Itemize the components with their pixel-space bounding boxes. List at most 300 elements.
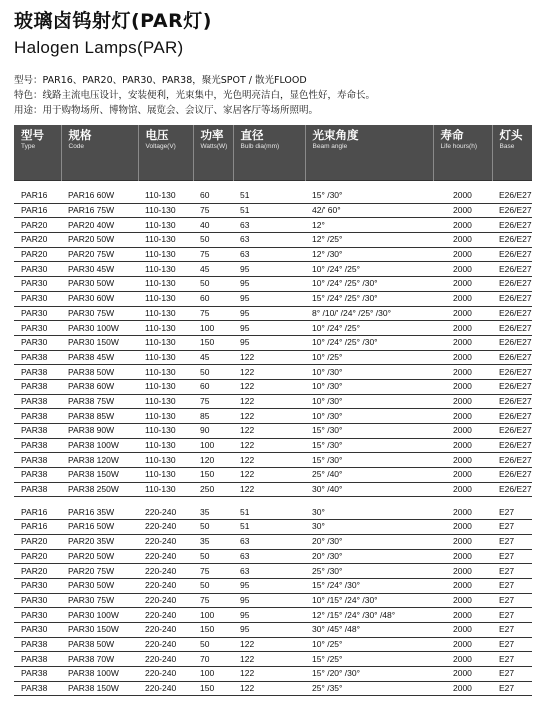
cell-voltage: 110-130 [138, 482, 193, 497]
cell-voltage: 110-130 [138, 350, 193, 365]
cell-life-hours: 2000 [433, 203, 492, 218]
cell-life-hours: 2000 [433, 277, 492, 292]
cell-voltage: 110-130 [138, 453, 193, 468]
cell-beam-angle: 12° /25° [305, 233, 433, 248]
header-code [61, 125, 138, 181]
cell-type: PAR30 [14, 578, 61, 593]
cell-type: PAR20 [14, 564, 61, 579]
cell-code: PAR20 50W [61, 549, 138, 564]
cell-life-hours: 2000 [433, 379, 492, 394]
cell-type: PAR16 [14, 203, 61, 218]
cell-voltage: 220-240 [138, 652, 193, 667]
cell-beam-angle: 15° /20° /30° [305, 667, 433, 682]
header-beam-angle-en: Beam angle [312, 143, 348, 150]
cell-code: PAR20 75W [61, 564, 138, 579]
cell-life-hours: 2000 [433, 505, 492, 519]
cell-code: PAR30 100W [61, 608, 138, 623]
cell-beam-angle: 10° /25° [305, 637, 433, 652]
cell-watts: 75 [193, 306, 233, 321]
cell-watts: 40 [193, 218, 233, 233]
cell-watts: 150 [193, 622, 233, 637]
cell-type: PAR38 [14, 637, 61, 652]
table-row [14, 637, 532, 652]
cell-life-hours: 2000 [433, 637, 492, 652]
cell-base: E27 [492, 608, 532, 623]
table-row [14, 247, 532, 262]
header-bulb-dia [233, 125, 305, 181]
cell-base: E27 [492, 652, 532, 667]
cell-beam-angle: 20° /30° [305, 549, 433, 564]
cell-code: PAR38 75W [61, 394, 138, 409]
page-title: 玻璃卤钨射灯(PAR灯) [14, 10, 212, 32]
cell-code: PAR38 90W [61, 424, 138, 439]
cell-beam-angle: 30° [305, 520, 433, 535]
cell-voltage: 110-130 [138, 306, 193, 321]
cell-type: PAR38 [14, 453, 61, 468]
cell-life-hours: 2000 [433, 335, 492, 350]
header-life-hours-en: Life hours(h) [440, 143, 477, 150]
cell-voltage: 220-240 [138, 534, 193, 549]
table-row [14, 438, 532, 453]
cell-bulb-dia: 63 [233, 247, 305, 262]
cell-watts: 150 [193, 681, 233, 696]
cell-type: PAR38 [14, 379, 61, 394]
cell-watts: 60 [193, 189, 233, 203]
header-code-cn: 规格 [68, 128, 92, 142]
header-beam-angle-cn: 光束角度 [312, 128, 359, 142]
cell-voltage: 110-130 [138, 468, 193, 483]
cell-bulb-dia: 122 [233, 350, 305, 365]
cell-voltage: 110-130 [138, 321, 193, 336]
cell-life-hours: 2000 [433, 365, 492, 380]
cell-code: PAR30 100W [61, 321, 138, 336]
cell-bulb-dia: 122 [233, 468, 305, 483]
cell-beam-angle: 15° /24° /25° /30° [305, 291, 433, 306]
table-group-220v [14, 497, 532, 696]
cell-watts: 50 [193, 233, 233, 248]
cell-base: E26/E27 [492, 218, 532, 233]
cell-life-hours: 2000 [433, 424, 492, 439]
cell-code: PAR20 35W [61, 534, 138, 549]
cell-bulb-dia: 122 [233, 424, 305, 439]
cell-watts: 150 [193, 468, 233, 483]
cell-voltage: 110-130 [138, 365, 193, 380]
cell-life-hours: 2000 [433, 409, 492, 424]
cell-code: PAR38 70W [61, 652, 138, 667]
table-row [14, 203, 532, 218]
cell-watts: 70 [193, 652, 233, 667]
table-row [14, 262, 532, 277]
cell-watts: 250 [193, 482, 233, 497]
cell-watts: 45 [193, 350, 233, 365]
cell-code: PAR38 100W [61, 438, 138, 453]
header-watts-cn: 功率 [200, 128, 224, 142]
cell-base: E27 [492, 593, 532, 608]
cell-beam-angle: 15° /24° /30° [305, 578, 433, 593]
cell-type: PAR30 [14, 306, 61, 321]
table-row [14, 564, 532, 579]
table-row [14, 365, 532, 380]
cell-base: E27 [492, 637, 532, 652]
cell-type: PAR38 [14, 438, 61, 453]
cell-watts: 50 [193, 520, 233, 535]
cell-type: PAR38 [14, 350, 61, 365]
cell-code: PAR20 75W [61, 247, 138, 262]
table-row [14, 482, 532, 497]
cell-voltage: 110-130 [138, 262, 193, 277]
cell-base: E26/E27 [492, 321, 532, 336]
cell-life-hours: 2000 [433, 608, 492, 623]
table-row [14, 306, 532, 321]
cell-code: PAR38 100W [61, 667, 138, 682]
cell-type: PAR30 [14, 622, 61, 637]
cell-beam-angle: 25° /30° [305, 564, 433, 579]
cell-voltage: 220-240 [138, 520, 193, 535]
cell-type: PAR20 [14, 247, 61, 262]
cell-type: PAR20 [14, 549, 61, 564]
cell-voltage: 110-130 [138, 218, 193, 233]
header-type [14, 125, 61, 181]
cell-watts: 75 [193, 203, 233, 218]
cell-voltage: 110-130 [138, 203, 193, 218]
cell-beam-angle: 15° /30° [305, 453, 433, 468]
cell-type: PAR30 [14, 321, 61, 336]
cell-code: PAR16 60W [61, 189, 138, 203]
info-features: 特色：线路主流电压设计，安装便利，光束集中，光色明亮洁白，显色性好，寿命长。 [14, 90, 376, 101]
cell-beam-angle: 10° /25° [305, 350, 433, 365]
cell-base: E26/E27 [492, 424, 532, 439]
cell-beam-angle: 25° /40° [305, 468, 433, 483]
cell-watts: 60 [193, 291, 233, 306]
cell-life-hours: 2000 [433, 622, 492, 637]
cell-type: PAR38 [14, 409, 61, 424]
cell-watts: 100 [193, 667, 233, 682]
cell-beam-angle: 12° /30° [305, 247, 433, 262]
cell-code: PAR30 150W [61, 335, 138, 350]
cell-bulb-dia: 95 [233, 291, 305, 306]
cell-bulb-dia: 95 [233, 578, 305, 593]
table-row [14, 350, 532, 365]
cell-bulb-dia: 95 [233, 622, 305, 637]
cell-bulb-dia: 63 [233, 233, 305, 248]
cell-code: PAR38 250W [61, 482, 138, 497]
cell-watts: 35 [193, 534, 233, 549]
cell-code: PAR30 75W [61, 306, 138, 321]
cell-voltage: 110-130 [138, 233, 193, 248]
cell-life-hours: 2000 [433, 438, 492, 453]
cell-base: E26/E27 [492, 291, 532, 306]
cell-bulb-dia: 122 [233, 394, 305, 409]
cell-base: E27 [492, 520, 532, 535]
cell-bulb-dia: 122 [233, 652, 305, 667]
header-bulb-dia-cn: 直径 [240, 128, 264, 142]
cell-watts: 60 [193, 379, 233, 394]
cell-base: E26/E27 [492, 453, 532, 468]
cell-base: E26/E27 [492, 409, 532, 424]
table-row [14, 409, 532, 424]
cell-code: PAR38 45W [61, 350, 138, 365]
table-row [14, 291, 532, 306]
cell-life-hours: 2000 [433, 306, 492, 321]
info-uses: 用途：用于购物场所、博物馆、展览会、会议厅、家居客厅等场所照明。 [14, 105, 319, 116]
cell-type: PAR30 [14, 291, 61, 306]
header-voltage-en: Voltage(V) [145, 143, 176, 150]
page-subtitle: Halogen Lamps(PAR) [14, 38, 184, 57]
cell-voltage: 110-130 [138, 189, 193, 203]
header-voltage [138, 125, 193, 181]
cell-voltage: 110-130 [138, 438, 193, 453]
cell-voltage: 220-240 [138, 667, 193, 682]
cell-type: PAR16 [14, 505, 61, 519]
table-header-row [14, 125, 532, 181]
cell-code: PAR38 50W [61, 365, 138, 380]
cell-bulb-dia: 122 [233, 409, 305, 424]
cell-base: E26/E27 [492, 247, 532, 262]
spec-table [14, 125, 532, 696]
cell-code: PAR30 75W [61, 593, 138, 608]
cell-bulb-dia: 95 [233, 277, 305, 292]
cell-type: PAR30 [14, 608, 61, 623]
cell-voltage: 220-240 [138, 608, 193, 623]
table-row [14, 652, 532, 667]
cell-code: PAR30 50W [61, 578, 138, 593]
cell-watts: 100 [193, 321, 233, 336]
cell-base: E27 [492, 564, 532, 579]
cell-base: E26/E27 [492, 262, 532, 277]
cell-type: PAR38 [14, 667, 61, 682]
cell-bulb-dia: 95 [233, 335, 305, 350]
cell-watts: 50 [193, 637, 233, 652]
header-type-cn: 型号 [21, 128, 44, 142]
cell-voltage: 110-130 [138, 247, 193, 262]
cell-code: PAR38 150W [61, 468, 138, 483]
cell-life-hours: 2000 [433, 247, 492, 262]
table-row [14, 608, 532, 623]
table-row [14, 277, 532, 292]
cell-bulb-dia: 51 [233, 505, 305, 519]
cell-voltage: 220-240 [138, 622, 193, 637]
cell-beam-angle: 10° /24° /25° /30° [305, 335, 433, 350]
cell-bulb-dia: 122 [233, 681, 305, 696]
cell-life-hours: 2000 [433, 468, 492, 483]
cell-code: PAR30 60W [61, 291, 138, 306]
cell-beam-angle: 30° /45° /48° [305, 622, 433, 637]
cell-code: PAR30 50W [61, 277, 138, 292]
cell-life-hours: 2000 [433, 681, 492, 696]
cell-watts: 50 [193, 365, 233, 380]
spacer-row [14, 181, 532, 190]
cell-watts: 50 [193, 277, 233, 292]
cell-beam-angle: 12° /15° /24° /30° /48° [305, 608, 433, 623]
cell-voltage: 110-130 [138, 424, 193, 439]
table-row [14, 534, 532, 549]
cell-beam-angle: 10° /24° /25° [305, 262, 433, 277]
cell-watts: 50 [193, 578, 233, 593]
cell-life-hours: 2000 [433, 578, 492, 593]
cell-life-hours: 2000 [433, 520, 492, 535]
cell-beam-angle: 30° /40° [305, 482, 433, 497]
cell-base: E27 [492, 681, 532, 696]
table-row [14, 233, 532, 248]
cell-life-hours: 2000 [433, 453, 492, 468]
cell-type: PAR20 [14, 534, 61, 549]
cell-bulb-dia: 63 [233, 218, 305, 233]
cell-voltage: 220-240 [138, 578, 193, 593]
cell-code: PAR16 50W [61, 520, 138, 535]
cell-bulb-dia: 95 [233, 306, 305, 321]
cell-watts: 75 [193, 593, 233, 608]
cell-base: E26/E27 [492, 468, 532, 483]
cell-base: E26/E27 [492, 438, 532, 453]
table-row [14, 379, 532, 394]
cell-bulb-dia: 63 [233, 549, 305, 564]
header-bulb-dia-en: Bulb dia(mm) [240, 143, 280, 150]
cell-type: PAR38 [14, 482, 61, 497]
cell-base: E26/E27 [492, 306, 532, 321]
cell-voltage: 220-240 [138, 637, 193, 652]
cell-watts: 35 [193, 505, 233, 519]
header-code-en: Code [68, 143, 85, 150]
cell-code: PAR38 60W [61, 379, 138, 394]
cell-watts: 85 [193, 409, 233, 424]
cell-voltage: 110-130 [138, 291, 193, 306]
cell-base: E27 [492, 667, 532, 682]
header-voltage-cn: 电压 [145, 128, 169, 142]
cell-voltage: 110-130 [138, 277, 193, 292]
cell-type: PAR38 [14, 394, 61, 409]
cell-watts: 100 [193, 438, 233, 453]
cell-base: E26/E27 [492, 482, 532, 497]
cell-voltage: 110-130 [138, 379, 193, 394]
cell-bulb-dia: 122 [233, 453, 305, 468]
cell-life-hours: 2000 [433, 262, 492, 277]
cell-beam-angle: 25° /35° [305, 681, 433, 696]
table-row [14, 681, 532, 696]
cell-voltage: 110-130 [138, 409, 193, 424]
header-beam-angle [305, 125, 433, 181]
table-row [14, 505, 532, 519]
cell-code: PAR30 45W [61, 262, 138, 277]
cell-type: PAR38 [14, 652, 61, 667]
cell-life-hours: 2000 [433, 564, 492, 579]
cell-beam-angle: 20° /30° [305, 534, 433, 549]
cell-type: PAR30 [14, 335, 61, 350]
cell-bulb-dia: 122 [233, 438, 305, 453]
header-watts-en: Watts(W) [200, 143, 228, 150]
cell-voltage: 220-240 [138, 564, 193, 579]
table-row [14, 453, 532, 468]
cell-voltage: 110-130 [138, 394, 193, 409]
cell-life-hours: 2000 [433, 233, 492, 248]
cell-base: E27 [492, 578, 532, 593]
cell-voltage: 110-130 [138, 335, 193, 350]
table-row [14, 578, 532, 593]
cell-beam-angle: 15° /30° [305, 424, 433, 439]
cell-watts: 150 [193, 335, 233, 350]
cell-base: E27 [492, 549, 532, 564]
cell-base: E26/E27 [492, 233, 532, 248]
cell-life-hours: 2000 [433, 667, 492, 682]
cell-beam-angle: 15° /30° [305, 438, 433, 453]
cell-beam-angle: 10° /24° /25° /30° [305, 277, 433, 292]
cell-watts: 50 [193, 549, 233, 564]
table-row [14, 622, 532, 637]
header-base-cn: 灯头 [499, 128, 523, 142]
table-row [14, 593, 532, 608]
cell-bulb-dia: 63 [233, 534, 305, 549]
header-base-en: Base [499, 143, 515, 150]
cell-type: PAR38 [14, 681, 61, 696]
cell-bulb-dia: 122 [233, 482, 305, 497]
cell-type: PAR20 [14, 218, 61, 233]
cell-beam-angle: 12° [305, 218, 433, 233]
table-row [14, 424, 532, 439]
cell-beam-angle: 8° /10/' /24° /25° /30° [305, 306, 433, 321]
table-row [14, 667, 532, 682]
cell-life-hours: 2000 [433, 189, 492, 203]
cell-type: PAR38 [14, 424, 61, 439]
cell-code: PAR20 40W [61, 218, 138, 233]
cell-voltage: 220-240 [138, 549, 193, 564]
info-models: 型号：PAR16、PAR20、PAR30、PAR38，聚光SPOT / 散光FLOOD [14, 75, 307, 86]
cell-bulb-dia: 95 [233, 321, 305, 336]
cell-type: PAR30 [14, 593, 61, 608]
cell-code: PAR38 120W [61, 453, 138, 468]
cell-code: PAR38 85W [61, 409, 138, 424]
table-row [14, 394, 532, 409]
cell-code: PAR16 75W [61, 203, 138, 218]
cell-type: PAR38 [14, 365, 61, 380]
cell-base: E27 [492, 505, 532, 519]
cell-life-hours: 2000 [433, 652, 492, 667]
cell-beam-angle: 10° /30° [305, 394, 433, 409]
cell-base: E27 [492, 622, 532, 637]
cell-type: PAR16 [14, 520, 61, 535]
cell-base: E26/E27 [492, 350, 532, 365]
cell-beam-angle: 10° /24° /25° [305, 321, 433, 336]
cell-beam-angle: 42/' 60° [305, 203, 433, 218]
cell-code: PAR30 150W [61, 622, 138, 637]
cell-life-hours: 2000 [433, 321, 492, 336]
table-row [14, 321, 532, 336]
cell-beam-angle: 10° /30° [305, 379, 433, 394]
cell-watts: 75 [193, 394, 233, 409]
header-base [492, 125, 532, 181]
cell-watts: 75 [193, 247, 233, 262]
spacer-row [14, 497, 532, 506]
cell-life-hours: 2000 [433, 482, 492, 497]
cell-type: PAR38 [14, 468, 61, 483]
cell-base: E26/E27 [492, 189, 532, 203]
cell-watts: 75 [193, 564, 233, 579]
cell-base: E26/E27 [492, 203, 532, 218]
cell-life-hours: 2000 [433, 534, 492, 549]
cell-bulb-dia: 51 [233, 203, 305, 218]
cell-bulb-dia: 63 [233, 564, 305, 579]
table-row [14, 189, 532, 203]
cell-base: E26/E27 [492, 335, 532, 350]
table-row [14, 520, 532, 535]
cell-life-hours: 2000 [433, 218, 492, 233]
cell-base: E26/E27 [492, 277, 532, 292]
cell-life-hours: 2000 [433, 291, 492, 306]
table-row [14, 468, 532, 483]
header-life-hours [433, 125, 492, 181]
cell-beam-angle: 30° [305, 505, 433, 519]
cell-bulb-dia: 95 [233, 593, 305, 608]
cell-watts: 120 [193, 453, 233, 468]
cell-code: PAR38 150W [61, 681, 138, 696]
